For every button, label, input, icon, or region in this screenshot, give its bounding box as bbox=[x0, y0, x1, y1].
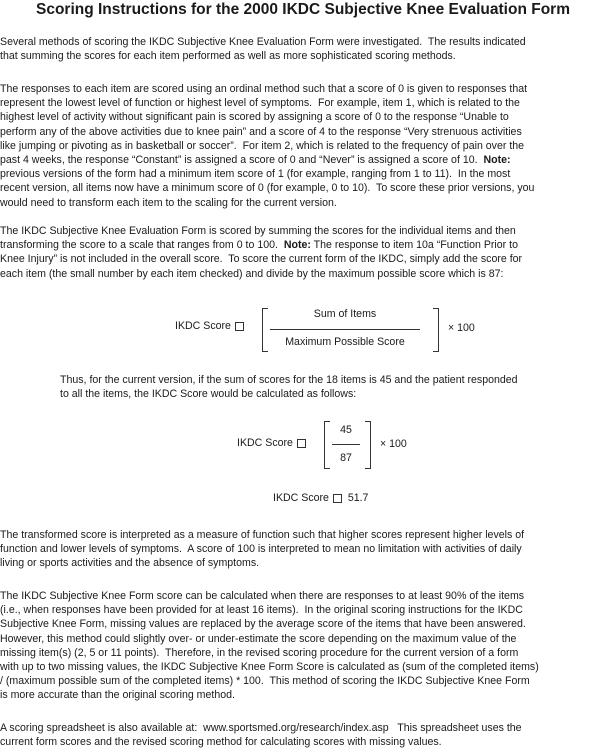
equals-box-icon bbox=[297, 439, 306, 448]
text-line: The IKDC Subjective Knee Form score can be calculated when there are responses to at least 90% of the items bbox=[0, 590, 525, 602]
text-line bbox=[0, 153, 604, 167]
ikdc-score-label: IKDC Score bbox=[273, 492, 329, 504]
text-segment: past 4 weeks, the response “Constant” is assigned a score of 0 and “Never” is assigned a score of 10. bbox=[0, 154, 484, 167]
text-segment: This spreadsheet uses the bbox=[388, 722, 522, 734]
paragraph-intro bbox=[0, 35, 604, 63]
text-line: to all the items, the IKDC Score would be calculated as follows: bbox=[60, 388, 357, 401]
equals-box-icon bbox=[333, 494, 342, 503]
paragraph-example bbox=[60, 373, 604, 401]
result-value: 51.7 bbox=[347, 492, 369, 504]
text-line: would need to transform each item to the scaling for the current version. bbox=[0, 196, 337, 209]
text-line: However, this method could slightly over- or under-estimate the score depending on the maximum value of the bbox=[0, 632, 517, 645]
text-line: represent the lowest level of function or highest level of symptoms. For example, item 1, which is related to the bbox=[0, 97, 520, 110]
left-bracket bbox=[324, 421, 330, 469]
text-line: perform any of the above activities due to knee pain” and a score of 4 to the response “Very strenuous activities bbox=[0, 125, 522, 138]
text-segment: The response to item 10a “Function Prior to bbox=[310, 239, 518, 252]
text-line: Knee Injury” is not included in the overall score. To score the current form of the IKDC, simply add the score for bbox=[0, 253, 523, 266]
formula-label bbox=[237, 437, 306, 449]
right-bracket bbox=[433, 308, 439, 352]
text-segment: transforming the score to a scale that ranges from 0 to 100. bbox=[0, 239, 284, 252]
fraction-bar bbox=[332, 444, 360, 445]
text-line: recent version, all items now have a minimum score of 0 (for example, 0 to 10). To score these prior versions, you bbox=[0, 182, 535, 195]
multiplier: × 100 bbox=[380, 438, 407, 450]
right-bracket bbox=[365, 421, 371, 469]
text-line: with up to two missing values, the IKDC Subjective Knee Form Score is calculated as (sum of the completed items) bbox=[0, 661, 539, 674]
text-line: (i.e., when responses have been provided for at least 16 items). In the original scoring instructions for the IKDC bbox=[0, 604, 523, 617]
left-bracket bbox=[262, 308, 268, 352]
paragraph-interpretation bbox=[0, 528, 604, 571]
equals-box-icon bbox=[235, 322, 244, 331]
note-label: Note: bbox=[483, 154, 511, 167]
denominator: 87 bbox=[340, 452, 352, 464]
text-line: highest level of activity without significant pain is scored by assigning a score of 0 to the response “Unable to bbox=[0, 111, 509, 124]
text-line: The responses to each item are scored using an ordinal method such that a score of 0 is given to responses that bbox=[0, 83, 528, 95]
multiplier: × 100 bbox=[448, 322, 475, 334]
text-line: The IKDC Subjective Knee Evaluation Form is scored by summing the scores for the individual items and then bbox=[0, 225, 516, 237]
fraction-bar bbox=[270, 329, 420, 330]
formula-label bbox=[175, 320, 244, 332]
paragraph-spreadsheet bbox=[0, 721, 604, 749]
paragraph-ordinal-scoring bbox=[0, 82, 604, 210]
text-line: previous versions of the form had a minimum item score of 1 (for example, ranging from 1 to 11). In the most bbox=[0, 168, 511, 181]
numerator: Sum of Items bbox=[313, 308, 377, 320]
text-line: Several methods of scoring the IKDC Subjective Knee Evaluation Form were investigated. The results indicated bbox=[0, 36, 526, 48]
text-line: function and lower levels of symptoms. A score of 100 is interpreted to mean no limitation with activities of daily bbox=[0, 543, 522, 556]
ikdc-score-label: IKDC Score bbox=[175, 320, 231, 332]
text-line: current form scores and the revised scoring method for calculating scores with missing values. bbox=[0, 736, 442, 749]
text-line: / (maximum possible sum of the completed items) * 100. This method of scoring the IKDC Subjective Knee Form bbox=[0, 675, 530, 688]
numerator: 45 bbox=[340, 424, 352, 436]
spreadsheet-link[interactable]: www.sportsmed.org/research/index.asp bbox=[203, 722, 389, 734]
text-line bbox=[0, 238, 604, 252]
text-line: missing item(s) (2, 5 or 11 points). Therefore, in the revised scoring procedure for the current version of a form bbox=[0, 646, 519, 659]
text-line: Subjective Knee Form, missing values are replaced by the average score of the items that have been answered. bbox=[0, 618, 526, 631]
page-title: Scoring Instructions for the 2000 IKDC Subjective Knee Evaluation Form bbox=[35, 1, 570, 18]
paragraph-missing-values bbox=[0, 589, 604, 703]
text-line: is more accurate than the original scoring method. bbox=[0, 689, 235, 702]
text-line bbox=[0, 721, 604, 735]
paragraph-summing-method bbox=[0, 224, 604, 281]
denominator: Maximum Possible Score bbox=[285, 336, 405, 348]
note-label: Note: bbox=[283, 239, 311, 252]
text-line: each item (the small number by each item checked) and divide by the maximum possible score which is 87: bbox=[0, 267, 504, 280]
text-line: that summing the scores for each item performed as well as more sophisticated scoring methods. bbox=[0, 50, 456, 63]
text-line: Thus, for the current version, if the sum of scores for the 18 items is 45 and the patient responded bbox=[60, 374, 518, 386]
text-line: The transformed score is interpreted as a measure of function such that higher scores represent higher levels of bbox=[0, 529, 525, 541]
result-line bbox=[273, 492, 368, 504]
text-line: living or sports activities and the absence of symptoms. bbox=[0, 557, 260, 570]
text-line: like jumping or pivoting as in basketball or soccer”. For item 2, which is related to the frequency of pain over the bbox=[0, 139, 525, 152]
ikdc-score-label: IKDC Score bbox=[237, 437, 293, 449]
text-segment: A scoring spreadsheet is also available at: bbox=[0, 722, 204, 734]
